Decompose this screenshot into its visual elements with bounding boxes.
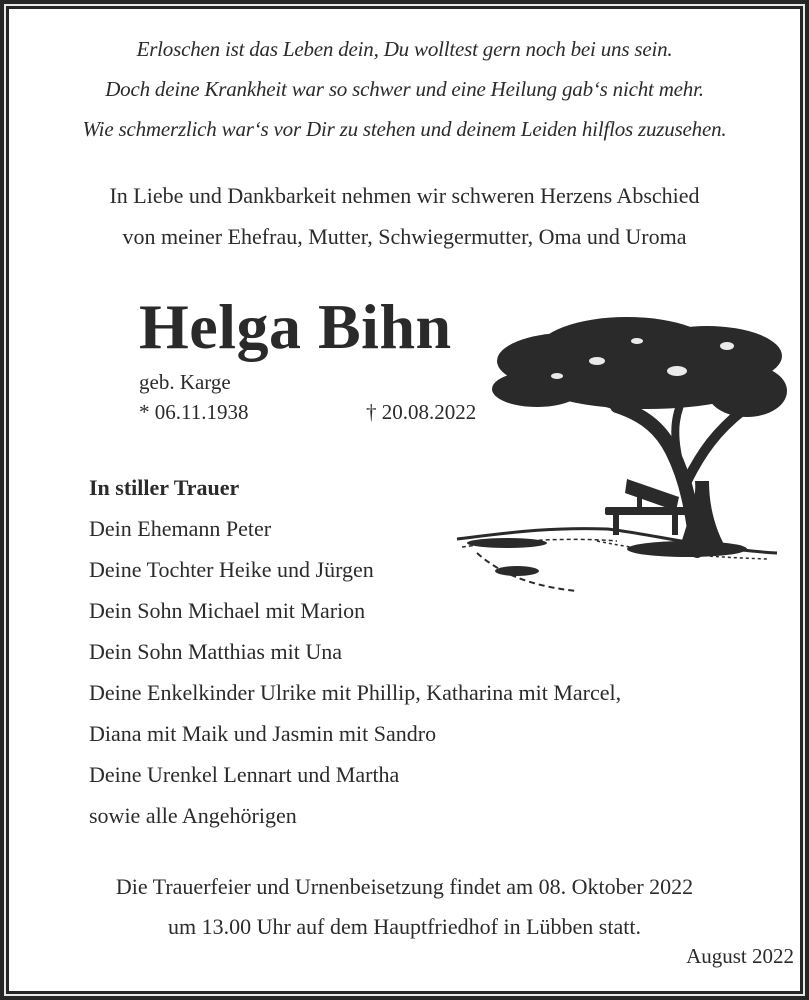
intro-line: von meiner Ehefrau, Mutter, Schwiegermutter, Oma und Uroma <box>122 224 687 249</box>
intro-text <box>9 175 800 257</box>
obituary-page <box>9 9 800 991</box>
birth-date: * 06.11.1938 <box>139 400 249 424</box>
mourner-line: Deine Tochter Heike und Jürgen <box>89 557 374 582</box>
mourners-heading: In stiller Trauer <box>89 475 240 500</box>
life-dates <box>139 399 477 425</box>
mourner-line: Deine Urenkel Lennart und Martha <box>89 762 400 787</box>
mourners-list <box>89 467 621 836</box>
service-info <box>9 867 800 947</box>
service-line: Die Trauerfeier und Urnenbeisetzung findet am 08. Oktober 2022 <box>115 874 694 899</box>
mourner-line: Diana mit Maik und Jasmin mit Sandro <box>89 721 437 746</box>
poem <box>9 29 800 149</box>
poem-line: Doch deine Krankheit war so schwer und eine Heilung gab‘s nicht mehr. <box>105 77 704 101</box>
death-date: † 20.08.2022 <box>366 400 477 424</box>
mourner-line: Dein Sohn Michael mit Marion <box>89 598 366 623</box>
intro-line: In Liebe und Dankbarkeit nehmen wir schweren Herzens Abschied <box>109 183 700 208</box>
publication-date: August 2022 <box>686 944 794 968</box>
poem-line: Wie schmerzlich war‘s vor Dir zu stehen und deinem Leiden hilflos zuzusehen. <box>82 117 727 141</box>
mourner-line: Dein Sohn Matthias mit Una <box>89 639 342 664</box>
deceased-name: Helga Bihn <box>139 291 452 362</box>
service-line: um 13.00 Uhr auf dem Hauptfriedhof in Lübben statt. <box>168 914 641 939</box>
mourner-line: sowie alle Angehörigen <box>89 803 297 828</box>
poem-line: Erloschen ist das Leben dein, Du wolltest gern noch bei uns sein. <box>136 37 673 61</box>
mourner-line: Deine Enkelkinder Ulrike mit Phillip, Katharina mit Marcel, <box>89 680 622 705</box>
mourner-line: Dein Ehemann Peter <box>89 516 272 541</box>
birth-name: geb. Karge <box>139 370 231 394</box>
